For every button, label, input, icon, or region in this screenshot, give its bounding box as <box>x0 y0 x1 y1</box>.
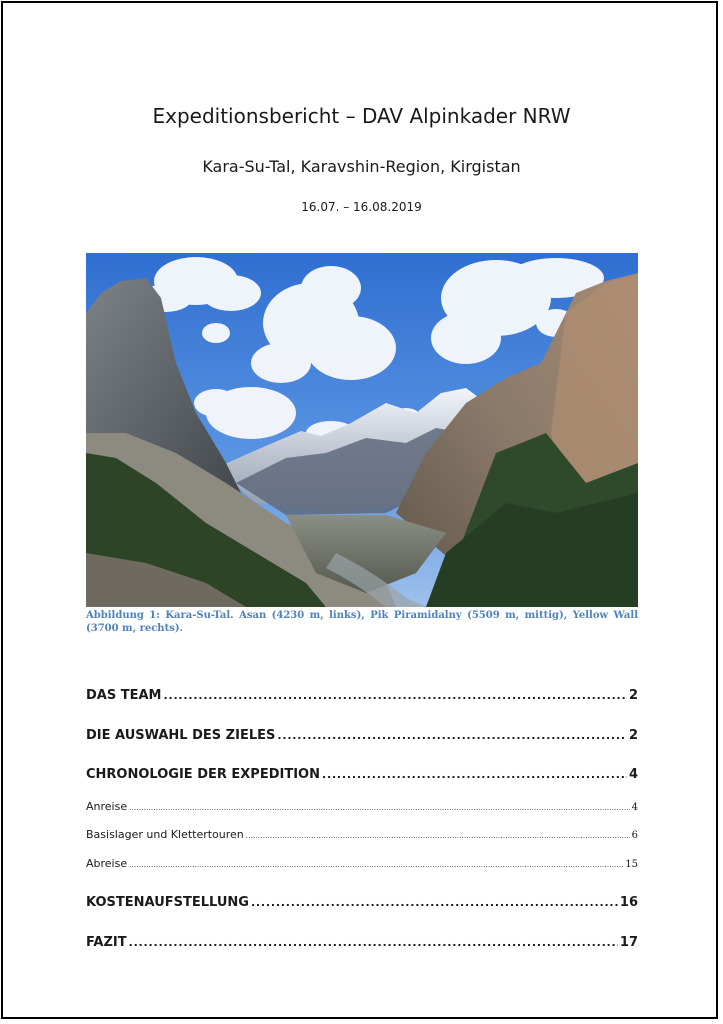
toc-entry-das-team[interactable] <box>86 688 638 703</box>
document-title: Expeditionsbericht – DAV Alpinkader NRW <box>152 104 571 128</box>
toc-dot-leader <box>164 689 627 702</box>
toc-entry-label: KOSTENAUFSTELLUNG <box>86 895 249 910</box>
toc-page-number: 6 <box>631 830 638 841</box>
toc-dot-leader <box>246 832 630 840</box>
toc-dot-leader <box>129 936 618 949</box>
toc-page-number: 15 <box>625 859 638 870</box>
toc-entry-label: CHRONOLOGIE DER EXPEDITION <box>86 767 320 782</box>
valley-photo <box>86 253 638 607</box>
toc-page-number: 17 <box>619 935 638 950</box>
toc-dot-leader <box>251 896 618 909</box>
toc-entry-label: Anreise <box>86 800 128 813</box>
toc-page-number: 16 <box>619 895 638 910</box>
toc-entry-auswahl-des-zieles[interactable] <box>86 728 638 743</box>
toc-entry-label: Abreise <box>86 857 128 870</box>
toc-dot-leader <box>129 861 623 869</box>
toc-page-number: 2 <box>628 688 638 703</box>
toc-page-number: 4 <box>628 767 638 782</box>
toc-dot-leader <box>277 729 627 742</box>
toc-entry-label: FAZIT <box>86 935 127 950</box>
toc-entry-fazit[interactable] <box>86 935 638 950</box>
toc-entry-chronologie[interactable] <box>86 767 638 782</box>
toc-entry-abreise[interactable] <box>86 857 638 870</box>
document-subtitle: Kara-Su-Tal, Karavshin-Region, Kirgistan <box>202 157 521 176</box>
toc-page-number: 2 <box>628 728 638 743</box>
toc-dot-leader <box>129 804 630 812</box>
figure-caption: Abbildung 1: Kara-Su-Tal. Asan (4230 m, links), Pik Piramidalny (5509 m, mittig), Yellow Wall (3700 m, rechts). <box>86 610 638 634</box>
toc-entry-label: DIE AUSWAHL DES ZIELES <box>86 728 276 743</box>
toc-entry-kostenaufstellung[interactable] <box>86 895 638 910</box>
toc-entry-label: Basislager und Klettertouren <box>86 828 244 841</box>
toc-entry-basislager[interactable] <box>86 828 638 841</box>
document-dates: 16.07. – 16.08.2019 <box>301 200 422 214</box>
toc-entry-label: DAS TEAM <box>86 688 162 703</box>
valley-photo-image <box>86 253 638 607</box>
toc-page-number: 4 <box>631 802 638 813</box>
toc-dot-leader <box>322 768 627 781</box>
toc-entry-anreise[interactable] <box>86 800 638 813</box>
